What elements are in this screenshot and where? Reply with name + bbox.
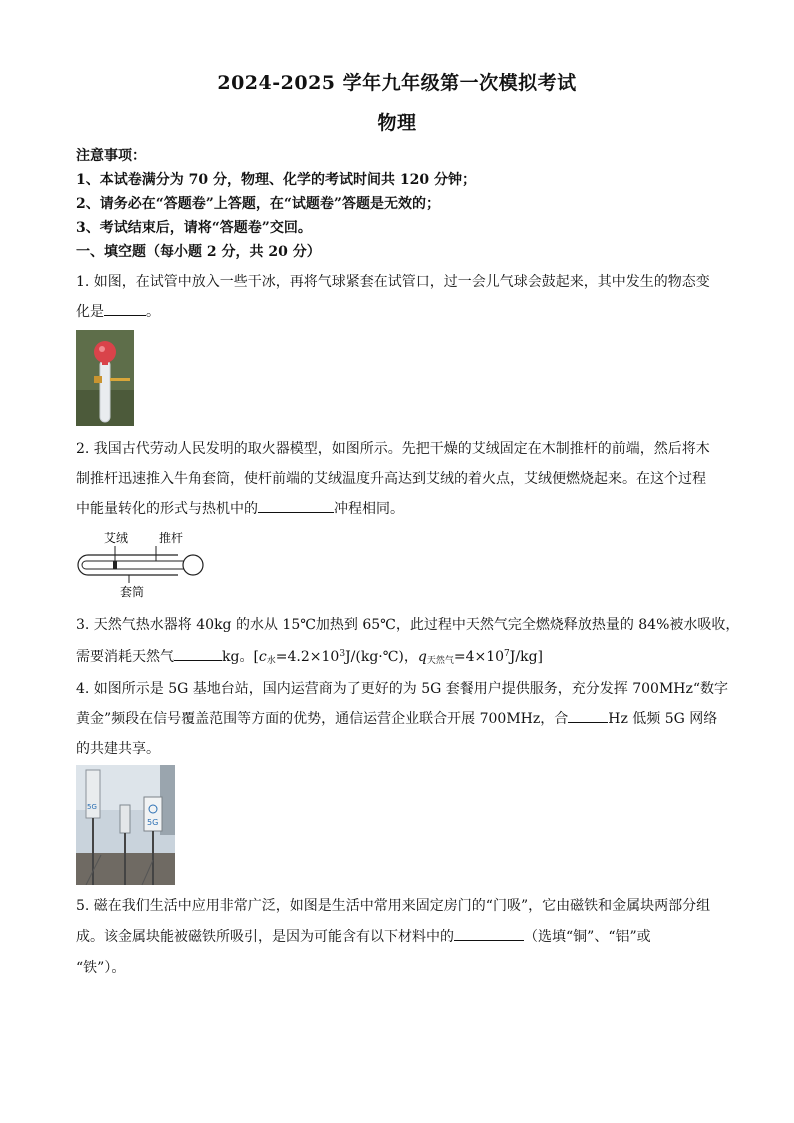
q4-5g-base-station-image	[76, 765, 175, 885]
q2-text-line3	[76, 498, 726, 518]
c-unit: J/(kg·℃)，	[345, 649, 418, 665]
answer-blank[interactable]	[568, 710, 608, 723]
antenna-label: 5G	[147, 818, 159, 827]
q5-text-line1: 5. 磁在我们生活中应用非常广泛，如图是生活中常用来固定房门的“门吸”，它由磁铁和金属块两部分组	[76, 898, 711, 914]
answer-blank[interactable]	[104, 303, 146, 316]
q5-text: （选填“铜”、“铝”或	[524, 929, 651, 945]
label-rod: 推杆	[159, 531, 184, 545]
q4-text: Hz 低频 5G 网络	[608, 711, 718, 727]
c-value: =4.2×10	[275, 649, 340, 665]
q5-text-line2	[76, 926, 726, 946]
answer-blank[interactable]	[258, 500, 334, 513]
q-exponent: 7	[504, 649, 510, 659]
exam-title: 2024-2025 学年九年级第一次模拟考试	[217, 72, 577, 94]
label-sleeve: 套筒	[120, 585, 145, 599]
q2-text: 中能量转化的形式与热机中的	[76, 501, 258, 517]
c-subscript: 水	[266, 656, 276, 666]
q4-text-line2	[76, 708, 726, 728]
q-value: =4×10	[453, 649, 505, 665]
q2-text: 冲程相同。	[334, 501, 404, 517]
q2-fire-piston-diagram	[76, 528, 208, 600]
q1-test-tube-balloon-image	[76, 330, 134, 426]
c-exponent: 3	[339, 649, 346, 659]
q4-text-line1: 4. 如图所示是 5G 基地台站，国内运营商为了更好的为 5G 套餐用户提供服务，充分发挥 700MHz“数字	[76, 681, 729, 697]
q-subscript: 天然气	[426, 656, 454, 666]
q4-text-line3: 的共建共享。	[76, 741, 160, 757]
antenna-label: 5G	[87, 803, 97, 811]
q-symbol: q	[417, 649, 427, 665]
c-symbol: c	[258, 649, 267, 665]
q-unit: J/kg]	[509, 649, 544, 665]
q3-text: kg。[	[222, 649, 259, 665]
q2-text-line1: 2. 我国古代劳动人民发明的取火器模型，如图所示。先把干燥的艾绒固定在木制推杆的前端，然后将木	[76, 441, 710, 457]
q3-text-line1: 3. 天然气热水器将 40kg 的水从 15℃加热到 65℃，此过程中天然气完全燃烧释放热量的 84%被水吸收，	[76, 617, 740, 633]
answer-blank[interactable]	[454, 928, 524, 941]
q2-text-line2: 制推杆迅速推入牛角套筒，使杆前端的艾绒温度升高达到艾绒的着火点，艾绒便燃烧起来。在这个过程	[76, 471, 706, 487]
q1-text-line1: 1. 如图，在试管中放入一些干冰，再将气球紧套在试管口，过一会儿气球会鼓起来，其中发生的物态变	[76, 274, 710, 290]
notice-item: 1、本试卷满分为 70 分，物理、化学的考试时间共 120 分钟；	[76, 172, 476, 188]
label-moxa: 艾绒	[104, 531, 129, 545]
answer-blank[interactable]	[174, 648, 222, 661]
q3-text-line2	[76, 646, 726, 666]
notice-heading: 注意事项：	[76, 148, 146, 164]
notice-item: 2、请务必在“答题卷”上答题，在“试题卷”答题是无效的；	[76, 196, 440, 212]
section-heading: 一、填空题（每小题 2 分，共 20 分）	[76, 244, 321, 260]
q3-text: 需要消耗天然气	[76, 649, 174, 665]
subject-title: 物理	[377, 112, 417, 134]
q5-text-line3: “铁”）。	[76, 960, 126, 976]
q1-text: 化是	[76, 304, 104, 320]
notice-item: 3、考试结束后，请将“答题卷”交回。	[76, 220, 312, 236]
q4-text: 黄金”频段在信号覆盖范围等方面的优势，通信运营企业联合开展 700MHz，合	[76, 711, 569, 727]
q1-text-line2	[76, 301, 726, 321]
q1-text: 。	[146, 304, 160, 320]
q5-text: 成。该金属块能被磁铁所吸引，是因为可能含有以下材料中的	[76, 929, 454, 945]
